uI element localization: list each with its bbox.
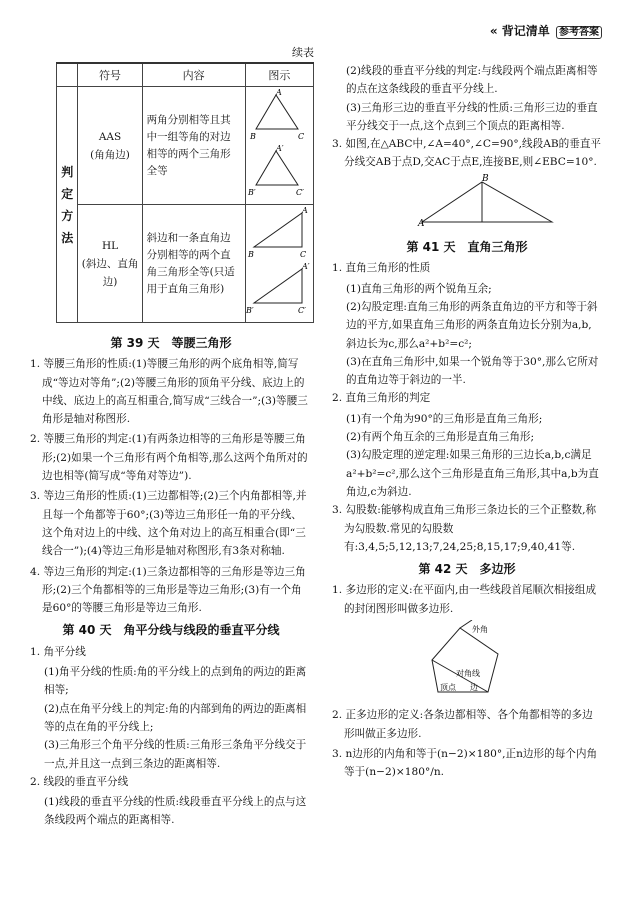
section-41-title: 第 41 天 直角三角形 (406, 240, 528, 255)
s41-sub: (2)有两个角互余的三角形是直角三角形; (346, 431, 535, 444)
svg-text:B: B (249, 132, 256, 141)
continued-label: 续表 (292, 46, 314, 59)
side-char: 方 (61, 208, 74, 223)
corner-cell (57, 63, 78, 87)
s42-item: 3. n边形的内角和等于(n−2)×180°,正n边形的每个内角等于(n−2)×180°/n. (332, 747, 598, 779)
side-cell (57, 87, 78, 323)
svg-text:A: A (418, 218, 425, 228)
svg-text:B: B (247, 250, 254, 259)
s41-sub: (1)直角三角形的两个锐角互余; (346, 282, 492, 295)
header-title: 背记清单 (501, 24, 550, 38)
s40-sub: (3)三角形三个角平分线的性质:三角形三条角平分线交于一点,并且这一点到三条边的距离相等. (44, 739, 307, 770)
svg-text:A′: A′ (301, 262, 310, 271)
s40-item: 2. 线段的垂直平分线 (30, 775, 129, 788)
svg-text:B′: B′ (245, 306, 254, 315)
s42-item: 2. 正多边形的定义:各条边都相等、各个角都相等的多边形叫做正多边形. (332, 709, 593, 740)
criteria-table (56, 62, 314, 323)
s39-item: 3. 等边三角形的性质:(1)三边都相等;(2)三个内角都相等,并且每一个角都等于60°;(3)等边三角形任一角的平分线、这个角对边上的中线、这个角对边上的高互相重合(即“三线合一”);(4)等边三角形是轴对称图形,有3条对称轴. (30, 490, 307, 558)
aas-triangles-figure (246, 87, 312, 201)
symbol-sub: (角角边) (90, 148, 130, 161)
label-side: 边 (470, 683, 478, 693)
right-column (332, 62, 602, 784)
hl-triangles-figure (246, 205, 312, 319)
s39-item: 4. 等边三角形的判定:(1)三条边都相等的三角形是等边三角形;(2)三个角都相等的三角形是等边三角形;(3)有一个角是60°的等腰三角形是等边三角形. (30, 565, 306, 615)
s41-sub: (3)勾股定理的逆定理:如果三角形的三边长a,b,c满足a²+b²=c²,那么这个三角形是直角三角形,其中a,b为直角边,c为斜边. (346, 449, 599, 498)
s41-sub: (3)在直角三角形中,如果一个锐角等于30°,那么它所对的直角边等于斜边的一半. (346, 355, 599, 387)
section-42-title: 第 42 天 多边形 (418, 562, 516, 577)
symbol-text: AAS (98, 130, 122, 143)
r-item: 3. 如图,在△ABC中,∠A=40°,∠C=90°,线段AB的垂直平分线交AB于点D,交AC于点E,连接BE,则∠EBC=10°. (332, 138, 602, 169)
label-vertex: 顶点 (440, 683, 456, 693)
triangle-abc-figure (332, 174, 602, 228)
s41-item: 1. 直角三角形的性质 (332, 262, 431, 275)
page-header: « 背记清单 参考答案 (490, 22, 602, 39)
col-header-figure: 图示 (245, 63, 313, 87)
side-char: 法 (61, 230, 74, 245)
s40-sub: (1)角平分线的性质:角的平分线上的点到角的两边的距离相等; (44, 666, 307, 697)
svg-text:C: C (297, 132, 304, 141)
svg-text:C′: C′ (295, 188, 304, 197)
s39-item: 2. 等腰三角形的判定:(1)有两条边相等的三角形是等腰三角形;(2)如果一个三角形有两个角相等,那么这两个角所对的边也相等(简写成“等角对等边”). (30, 433, 308, 483)
figure-hl (245, 205, 313, 323)
svg-text:A′: A′ (275, 144, 284, 153)
svg-text:C′: C′ (297, 306, 306, 315)
s41-sub: (2)勾股定理:直角三角形的两条直角边的平方和等于斜边的平方,如果直角三角形的两条直角边长分别为a,b,斜边长为c,那么a²+b²=c²; (346, 300, 598, 350)
label-outer-angle: 外角 (472, 625, 488, 635)
symbol-hl (78, 205, 142, 323)
col-header-content: 内容 (142, 63, 245, 87)
header-sub: 参考答案 (556, 26, 602, 39)
s41-sub: (1)有一个角为90°的三角形是直角三角形; (346, 412, 543, 425)
symbol-text: HL (101, 239, 119, 252)
symbol-aas (78, 87, 142, 205)
r-item: (3)三角形三边的垂直平分线的性质:三角形三边的垂直平分线交于一点,这个点到三个顶点的距离相等. (346, 101, 598, 132)
section-39-title: 第 39 天 等腰三角形 (110, 336, 232, 350)
s41-item: 3. 勾股数:能够构成直角三角形三条边长的三个正整数,称为勾股数.常见的勾股数有:3,4,5;5,12,13;7,24,25;8,15,17;9,40,41等. (332, 504, 597, 553)
side-char: 判 (61, 164, 74, 179)
figure-aas (245, 87, 313, 205)
content-aas: 两角分别相等且其中一组等角的对边相等的两个三角形全等 (142, 87, 245, 205)
svg-text:A: A (275, 88, 282, 97)
svg-text:A: A (301, 206, 308, 215)
label-diagonal: 对角线 (456, 669, 480, 679)
s40-item: 1. 角平分线 (30, 645, 86, 658)
side-char: 定 (61, 186, 74, 201)
s41-item: 2. 直角三角形的判定 (332, 392, 431, 405)
svg-text:B: B (482, 173, 489, 184)
svg-text:C: C (299, 250, 306, 259)
col-header-symbol: 符号 (78, 63, 142, 87)
left-column (30, 330, 312, 830)
polygon-figure (332, 620, 602, 700)
s40-sub: (1)线段的垂直平分线的性质:线段垂直平分线上的点与这条线段两个端点的距离相等. (44, 796, 307, 827)
s40-sub: (2)点在角平分线上的判定:角的内部到角的两边的距离相等的点在角的平分线上; (44, 702, 307, 733)
section-40-title: 第 40 天 角平分线与线段的垂直平分线 (62, 623, 280, 638)
symbol-sub: (斜边、直角边) (81, 257, 139, 288)
svg-text:B′: B′ (247, 188, 256, 197)
s39-item: 1. 等腰三角形的性质:(1)等腰三角形的两个底角相等,简写成“等边对等角”;(2)等腰三角形的顶角平分线、底边上的中线、底边上的高互相重合,简写成“三线合一”;(3)等腰三角形是轴对称图形. (30, 358, 308, 426)
content-hl: 斜边和一条直角边分别相等的两个直角三角形全等(只适用于直角三角形) (142, 205, 245, 323)
r-item: (2)线段的垂直平分线的判定:与线段两个端点距离相等的点在这条线段的垂直平分线上. (346, 65, 598, 96)
s42-item: 1. 多边形的定义:在平面内,由一些线段首尾顺次相接组成的封闭图形叫做多边形. (332, 584, 597, 615)
